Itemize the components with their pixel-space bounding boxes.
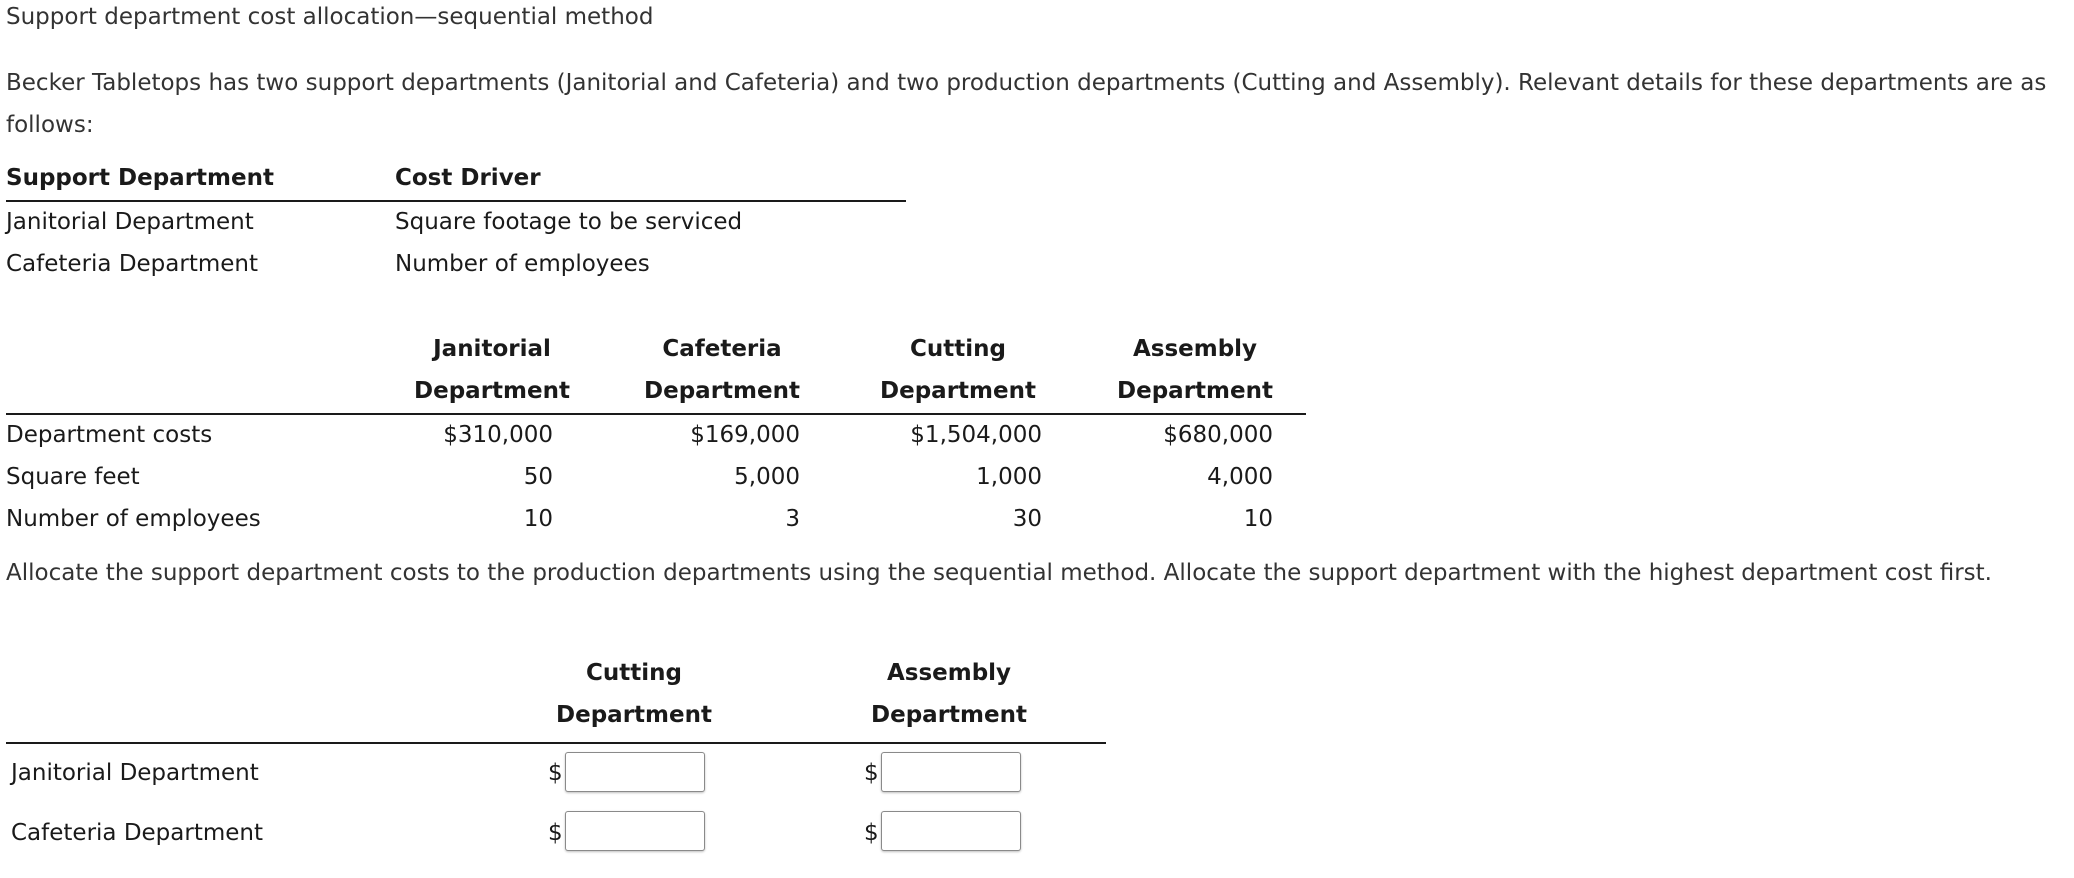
- cell-value: $680,000: [1163, 422, 1273, 448]
- cafeteria-assembly-input[interactable]: [881, 811, 1021, 851]
- currency-symbol: $: [548, 760, 563, 786]
- col-header-assembly: Assembly: [1132, 336, 1258, 362]
- page-title: Support department cost allocation—sequential method: [6, 4, 654, 30]
- answer-header-assembly-sub: Department: [871, 702, 1027, 728]
- cell-value: 4,000: [1207, 464, 1273, 490]
- cell-value: 5,000: [734, 464, 800, 490]
- cell-value: 3: [785, 506, 800, 532]
- col-header-cafeteria: Cafeteria: [662, 336, 782, 362]
- driver-header-cost-driver: Cost Driver: [395, 165, 541, 191]
- row-label-number-of-employees: Number of employees: [6, 506, 261, 532]
- answer-header-assembly: Assembly: [886, 660, 1012, 686]
- driver-row-label: Cafeteria Department: [6, 251, 259, 277]
- cell-value: 30: [1012, 506, 1042, 532]
- intro-paragraph: Becker Tabletops has two support departments (Janitorial and Cafeteria) and two production departments (Cutting and Assembly). Relevant details for these departments are as follows:: [6, 70, 2047, 138]
- answer-table-divider: [6, 742, 1106, 744]
- driver-row-value: Square footage to be serviced: [395, 209, 743, 235]
- cell-value: 10: [1243, 506, 1273, 532]
- cell-value: 50: [523, 464, 553, 490]
- col-header-cutting-sub: Department: [880, 378, 1036, 404]
- cafeteria-cutting-input[interactable]: [565, 811, 705, 851]
- driver-table-divider: [6, 200, 906, 202]
- janitorial-assembly-input[interactable]: [881, 752, 1021, 792]
- answer-row-label-janitorial: Janitorial Department: [11, 760, 259, 786]
- cell-value: 1,000: [976, 464, 1042, 490]
- col-header-cafeteria-sub: Department: [644, 378, 800, 404]
- cell-value: 10: [523, 506, 553, 532]
- col-header-janitorial-sub: Department: [414, 378, 570, 404]
- driver-row-label: Janitorial Department: [6, 209, 254, 235]
- row-label-department-costs: Department costs: [6, 422, 213, 448]
- cell-value: $310,000: [443, 422, 553, 448]
- answer-header-cutting-sub: Department: [556, 702, 712, 728]
- answer-header-cutting: Cutting: [586, 660, 682, 686]
- currency-symbol: $: [864, 760, 879, 786]
- data-table-divider: [6, 413, 1306, 415]
- col-header-janitorial: Janitorial: [433, 336, 551, 362]
- col-header-cutting: Cutting: [910, 336, 1006, 362]
- instruction-paragraph: Allocate the support department costs to the production departments using the sequential method. Allocate the support department with the highest department cost first.: [6, 560, 1992, 586]
- col-header-assembly-sub: Department: [1117, 378, 1273, 404]
- driver-row-value: Number of employees: [395, 251, 650, 277]
- janitorial-cutting-input[interactable]: [565, 752, 705, 792]
- row-label-square-feet: Square feet: [6, 464, 140, 490]
- cell-value: $169,000: [690, 422, 800, 448]
- driver-header-support: Support Department: [6, 165, 274, 191]
- currency-symbol: $: [864, 820, 879, 846]
- cell-value: $1,504,000: [910, 422, 1042, 448]
- answer-row-label-cafeteria: Cafeteria Department: [11, 820, 264, 846]
- currency-symbol: $: [548, 820, 563, 846]
